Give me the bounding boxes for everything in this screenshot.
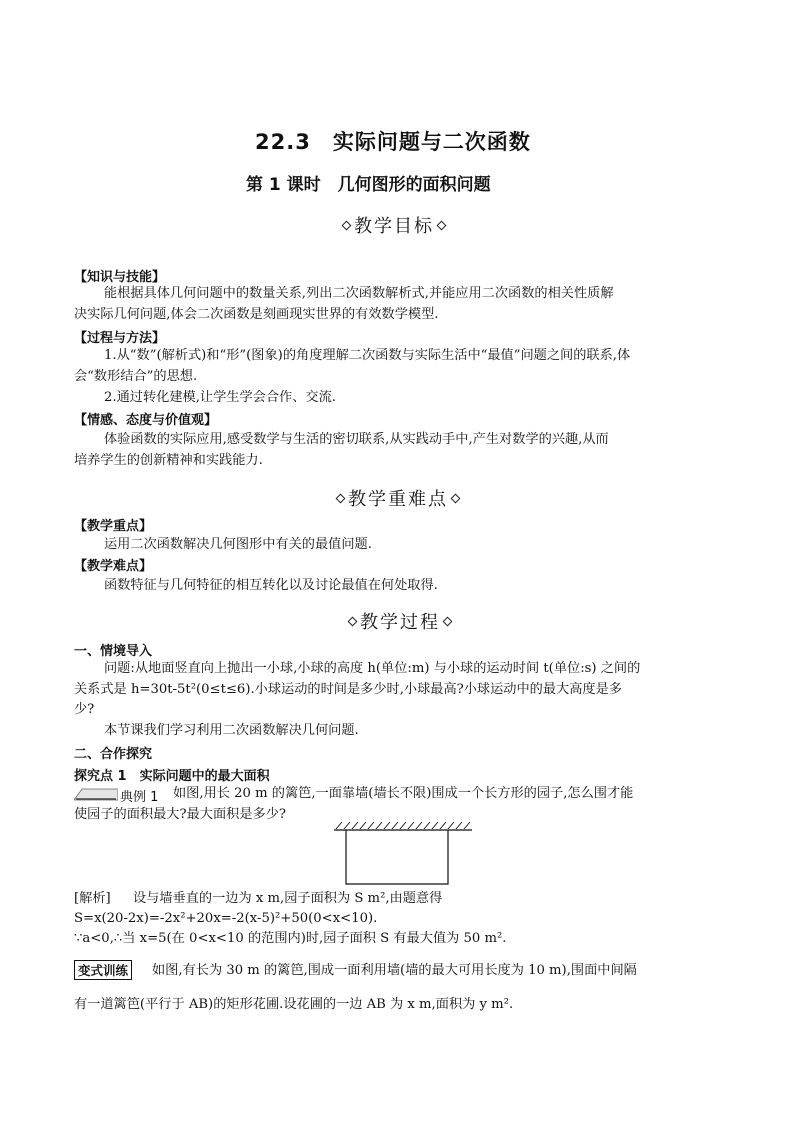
diamond-icon: [437, 221, 447, 231]
emotion-text-line: 培养学生的创新精神和实践能力.: [74, 453, 263, 468]
fence-wall-diagram: [332, 821, 474, 887]
page-title: 22.3 实际问题与二次函数: [255, 130, 531, 154]
explore-heading: 探究点 1 实际问题中的最大面积: [74, 769, 270, 784]
part1-heading: 一、情境导入: [74, 644, 153, 659]
process-method-text-line: 1.从“数”(解析式)和“形”(图象)的角度理解二次函数与实际生活中“最值”问题之间的联系,体: [104, 348, 631, 363]
example-text-line: 使园子的面积最大?最大面积是多少?: [74, 807, 286, 822]
difficulty-label: 【教学难点】: [74, 559, 153, 574]
diamond-icon: [342, 221, 352, 231]
emotion-text-line: 体验函数的实际应用,感受数学与生活的密切联系,从实践动手中,产生对数学的兴趣,从而: [104, 432, 609, 447]
diamond-icon: [336, 494, 346, 504]
key-point-text: 运用二次函数解决几何图形中有关的最值问题.: [104, 537, 372, 552]
variant-training-label: 变式训练: [74, 960, 132, 980]
section-heading-objectives: 教学目标: [339, 212, 449, 238]
section-heading-keypoints: 教学重难点: [333, 485, 463, 511]
diamond-icon: [348, 617, 358, 627]
process-method-label: 【过程与方法】: [74, 331, 166, 346]
intro-text-line: 关系式是 h=30t-5t²(0≤t≤6).小球运动的时间是多少时,小球最高?小球运动中的最大高度是多: [74, 682, 622, 697]
difficulty-text: 函数特征与几何特征的相互转化以及讨论最值在何处取得.: [104, 578, 438, 593]
analysis-conclusion: ∵a<0,∴当 x=5(在 0<x<10 的范围内)时,园子面积 S 有最大值为 50 m².: [74, 931, 507, 946]
process-method-text-line: 会“数形结合”的思想.: [74, 369, 198, 384]
diamond-icon: [443, 617, 453, 627]
emotion-label: 【情感、态度与价值观】: [74, 413, 218, 428]
example-label: 典例 1: [120, 790, 159, 805]
intro-text-line: 少?: [74, 702, 95, 717]
lesson-subtitle: 第 1 课时 几何图形的面积问题: [246, 175, 491, 195]
intro-text-line: 本节课我们学习利用二次函数解决几何问题.: [104, 723, 359, 738]
example-marker-icon: [74, 787, 118, 801]
variant-text-line: 如图,有长为 30 m 的篱笆,围成一面利用墙(墙的最大可用长度为 10 m),围面中间隔: [152, 963, 637, 978]
key-point-label: 【教学重点】: [74, 519, 153, 534]
variant-text-line: 有一道篱笆(平行于 AB)的矩形花圃.设花圃的一边 AB 为 x m,面积为 y m².: [74, 997, 514, 1012]
diamond-icon: [451, 494, 461, 504]
section-heading-process: 教学过程: [345, 608, 455, 634]
example-text-line: 如图,用长 20 m 的篱笆,一面靠墙(墙长不限)围成一个长方形的园子,怎么围才能: [173, 786, 634, 801]
analysis-formula: S=x(20-2x)=-2x²+20x=-2(x-5)²+50(0<x<10).: [74, 911, 378, 926]
process-method-text-line: 2.通过转化建模,让学生学会合作、交流.: [104, 390, 336, 405]
knowledge-text-line: 能根据具体几何问题中的数量关系,列出二次函数解析式,并能应用二次函数的相关性质解: [104, 286, 614, 301]
intro-text-line: 问题:从地面竖直向上抛出一小球,小球的高度 h(单位:m) 与小球的运动时间 t(单位:s) 之间的: [104, 661, 641, 676]
knowledge-text-line: 决实际几何问题,体会二次函数是刻画现实世界的有效数学模型.: [74, 307, 439, 322]
analysis-text-line: 设与墙垂直的一边为 x m,园子面积为 S m²,由题意得: [133, 891, 443, 906]
analysis-label: [解析]: [74, 891, 111, 906]
part2-heading: 二、合作探究: [74, 747, 153, 762]
knowledge-label: 【知识与技能】: [74, 270, 166, 285]
